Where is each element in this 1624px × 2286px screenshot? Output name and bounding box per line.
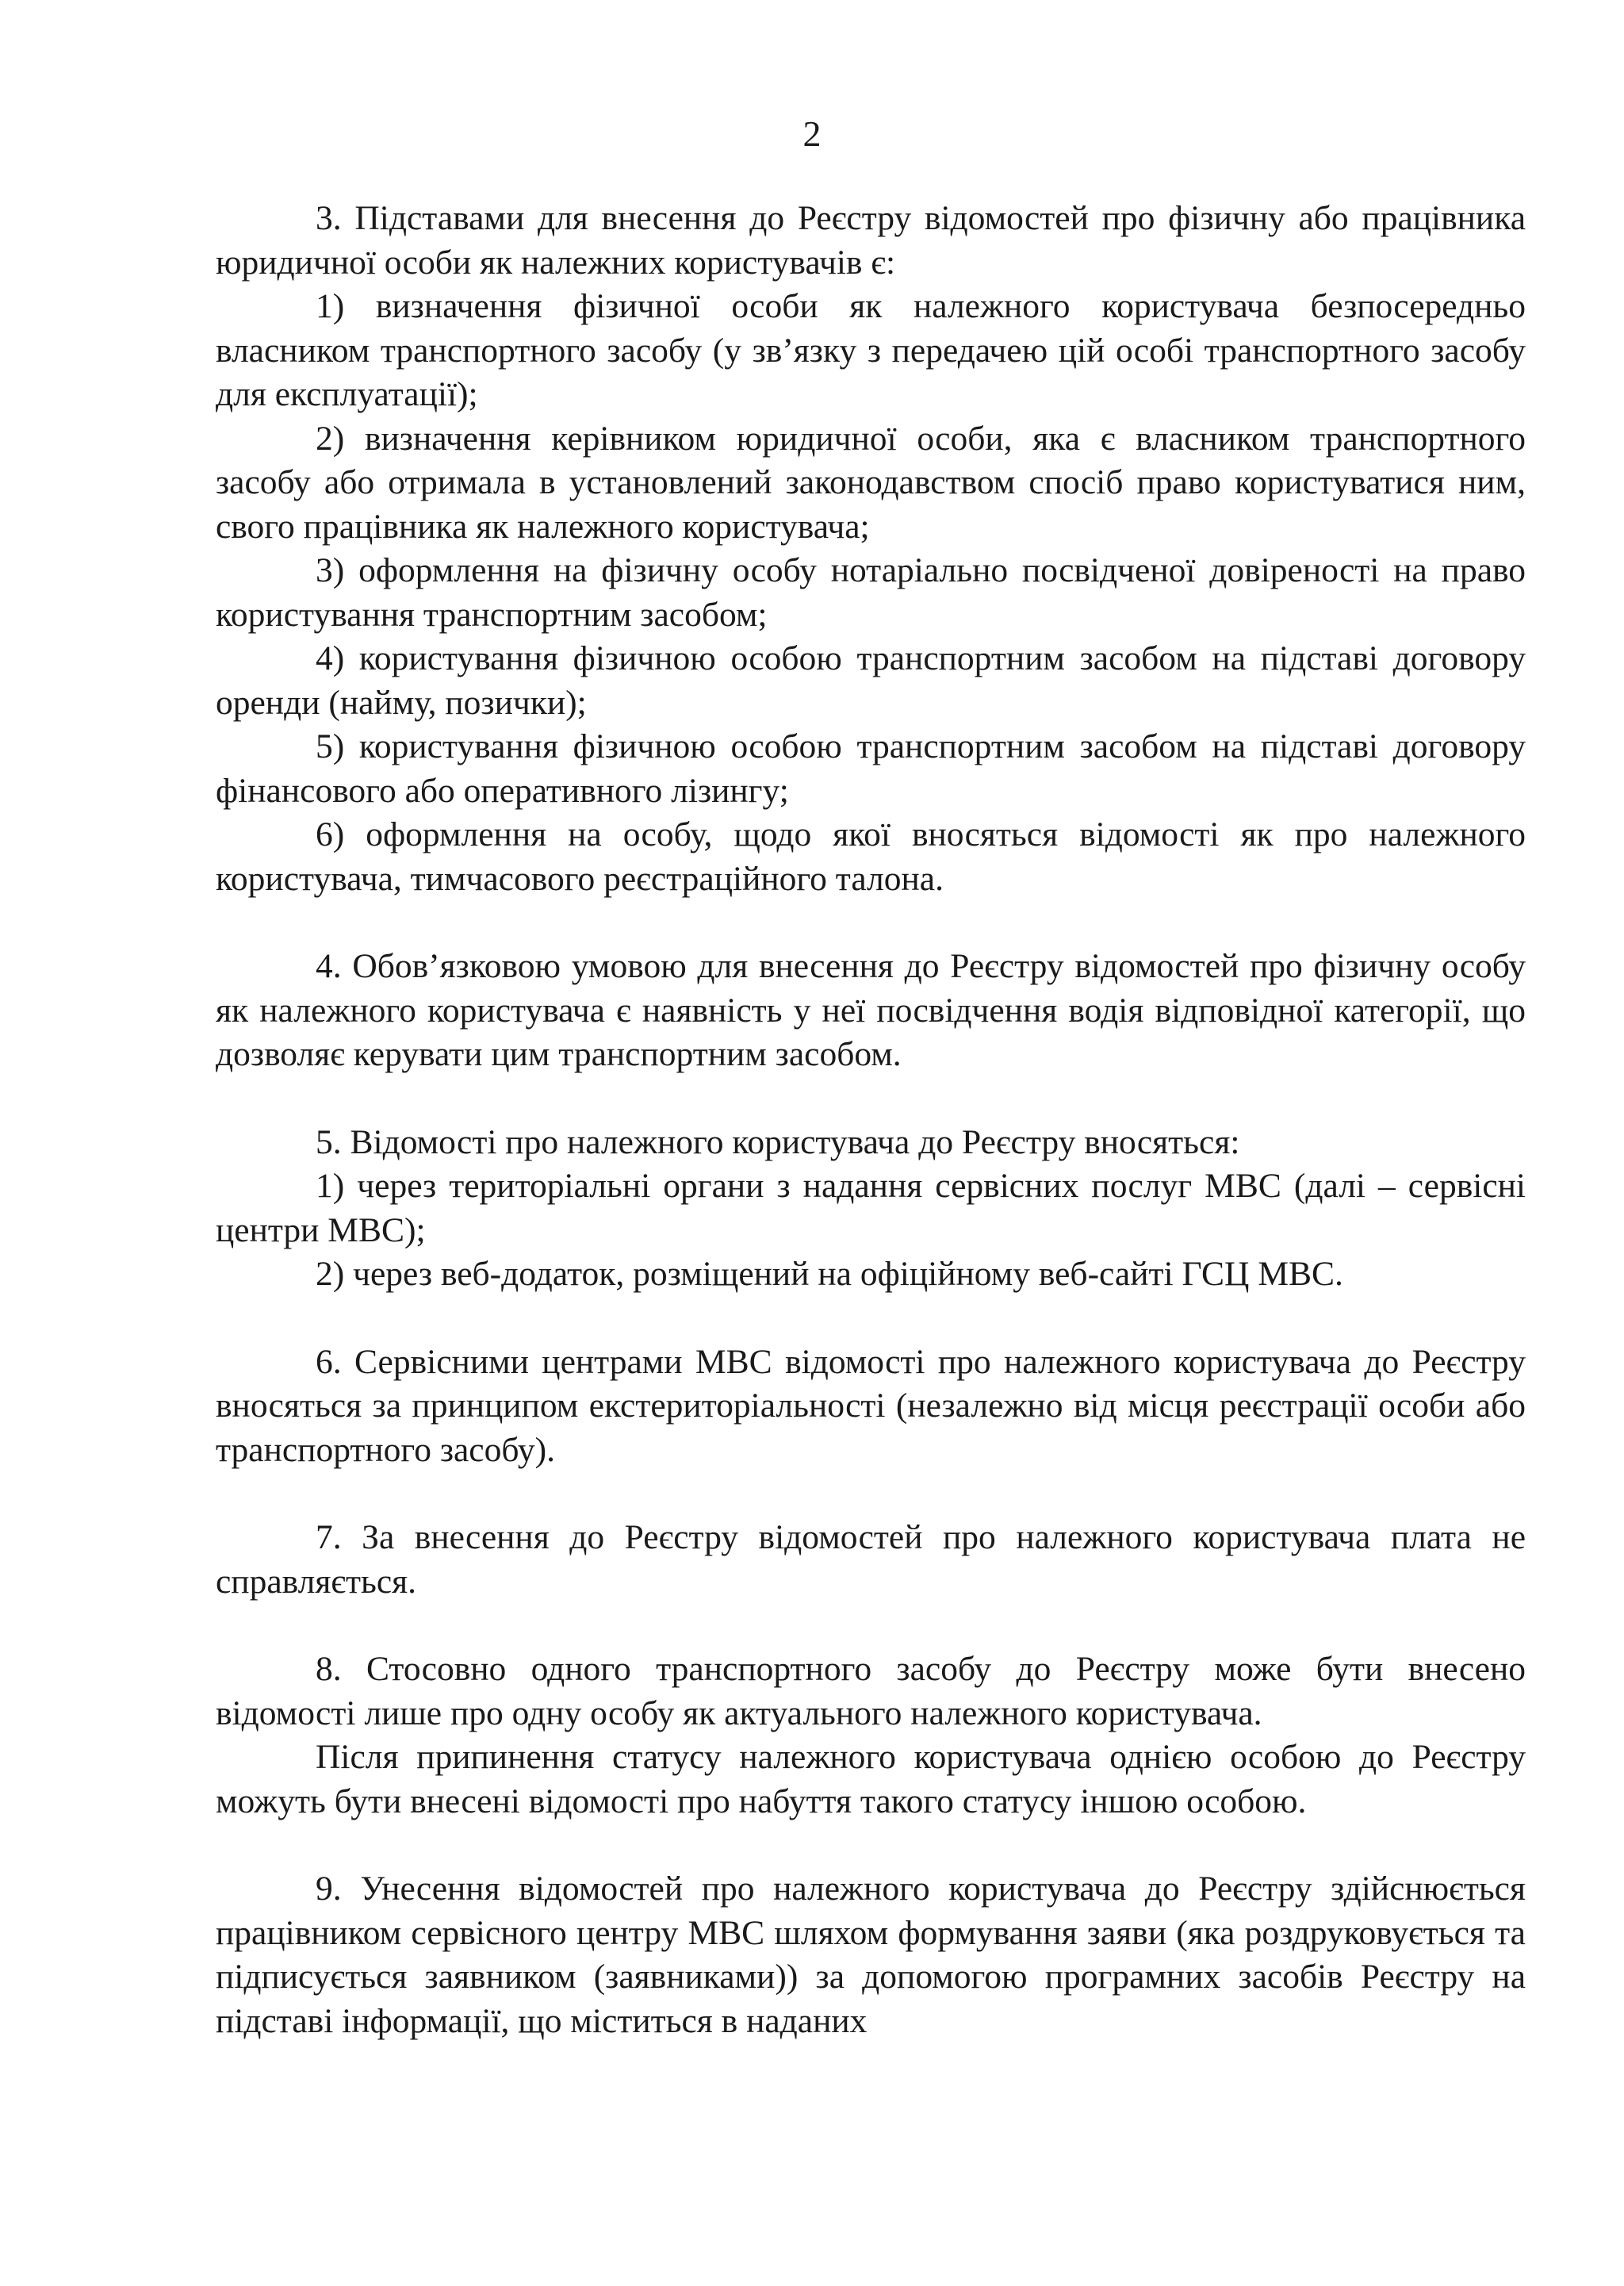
paragraph: 8. Стосовно одного транспортного засобу до Реєстру може бути внесено відомості лише про одну особу як актуального належного користувача. — [216, 1650, 1526, 1732]
paragraph: 6) оформлення на особу, щодо якої вносяться відомості як про належного користувача, тимчасового реєстраційного талона. — [216, 815, 1526, 898]
paragraph: 4) користування фізичною особою транспортним засобом на підставі договору оренди (найму, позички); — [216, 639, 1526, 722]
page-number: 2 — [802, 113, 822, 154]
paragraph: 5. Відомості про належного користувача до Реєстру вносяться: — [316, 1122, 1240, 1161]
paragraph: 3. Підставами для внесення до Реєстру відомостей про фізичну або працівника юридичної особи як належних користувачів є: — [216, 199, 1526, 282]
paragraph: 3) оформлення на фізичну особу нотаріально посвідченої довіреності на право користування транспортним засобом; — [216, 551, 1526, 634]
paragraph: Після припинення статусу належного користувача однією особою до Реєстру можуть бути внесені відомості про набуття такого статусу іншою особою. — [216, 1738, 1526, 1820]
paragraph: 2) визначення керівником юридичної особи, яка є власником транспортного засобу або отримала в установлений законодавством спосіб право користуватися ним, свого працівника як належного користувача; — [216, 419, 1526, 546]
paragraph: 4. Обов’язковою умовою для внесення до Реєстру відомостей про фізичну особу як належного користувача є наявність у неї посвідчення водія відповідної категорії, що дозволяє керувати цим транспортним засобом. — [216, 947, 1526, 1073]
paragraph: 6. Сервісними центрами МВС відомості про належного користувача до Реєстру вносяться за принципом екстериторіальності (незалежно від місця реєстрації особи або транспортного засобу). — [216, 1342, 1526, 1469]
paragraph: 1) визначення фізичної особи як належного користувача безпосередньо власником транспортного засобу (у зв’язку з передачею цій особі транспортного засобу для експлуатації); — [216, 287, 1526, 413]
paragraph: 9. Унесення відомостей про належного користувача до Реєстру здійснюється працівником сервісного центру МВС шляхом формування заяви (яка роздруковується та підписується заявником (заявниками)) за допомогою програмних засобів Реєстру на підставі інформації, що міститься в наданих — [216, 1870, 1526, 2040]
paragraph: 2) через веб-додаток, розміщений на офіційному веб-сайті ГСЦ МВС. — [316, 1255, 1343, 1293]
paragraph: 5) користування фізичною особою транспортним засобом на підставі договору фінансового або оперативного лізингу; — [216, 727, 1526, 810]
paragraph: 7. За внесення до Реєстру відомостей про належного користувача плата не справляється. — [216, 1518, 1526, 1601]
document-body — [216, 197, 1526, 2043]
paragraph: 1) через територіальні органи з надання сервісних послуг МВС (далі – сервісні центри МВС); — [216, 1167, 1526, 1249]
